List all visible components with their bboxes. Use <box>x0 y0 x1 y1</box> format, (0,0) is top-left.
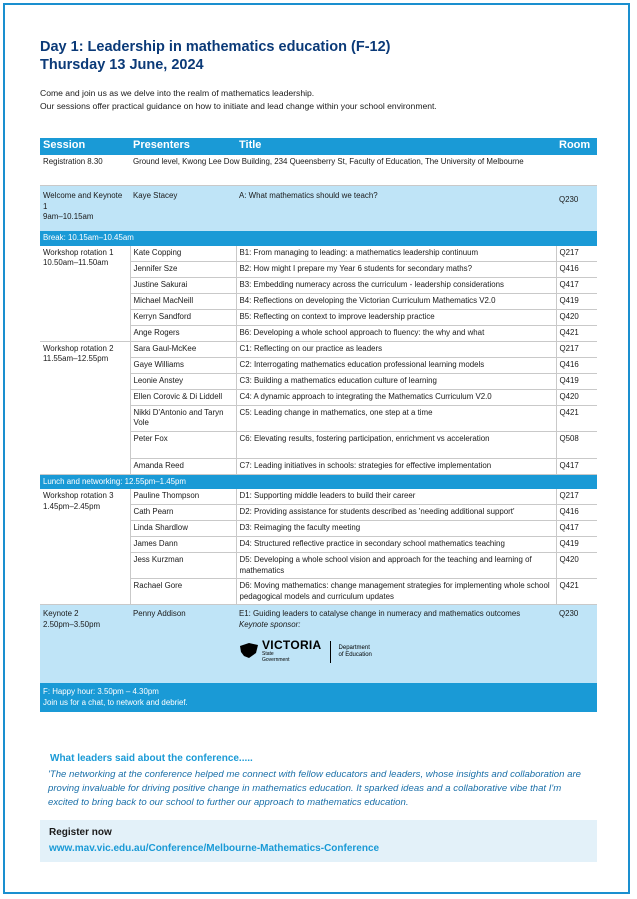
table-row <box>40 341 597 357</box>
intro-line-2: Our sessions offer practical guidance on how to initiate and lead change within your school environment. <box>40 101 437 111</box>
testimonial-heading: What leaders said about the conference..... <box>50 753 253 764</box>
room-cell: Q217 <box>556 341 597 357</box>
happy-hour-band <box>40 683 597 712</box>
presenter-cell: Linda Shardlow <box>130 521 236 537</box>
rotation1-session-label: Workshop rotation 1 <box>43 247 114 257</box>
rotation-3-group <box>40 489 597 605</box>
registration-row <box>40 155 597 186</box>
welcome-session-label: Welcome and Keynote 1 <box>43 191 123 211</box>
table-row <box>40 489 597 505</box>
presenter-cell: Kerryn Sandford <box>130 309 236 325</box>
header-title: Title <box>236 138 556 155</box>
welcome-presenter: Kaye Stacey <box>130 186 236 232</box>
presenter-cell: Ellen Corovic & Di Liddell <box>130 389 236 405</box>
victoria-map-icon <box>239 640 259 660</box>
keynote2-title: E1: Guiding leaders to catalyse change in numeracy and mathematics outcomes <box>239 609 521 618</box>
presenter-cell: Michael MacNeill <box>130 293 236 309</box>
welcome-title: A: What mathematics should we teach? <box>236 186 556 232</box>
room-cell: Q419 <box>556 293 597 309</box>
welcome-room: Q230 <box>556 186 597 232</box>
header-session: Session <box>40 138 130 155</box>
presenter-cell: Nikki D'Antonio and Taryn Vole <box>130 405 236 431</box>
rotation-2-group <box>40 341 597 474</box>
room-cell: Q217 <box>556 489 597 505</box>
header-presenters: Presenters <box>130 138 236 155</box>
room-cell: Q416 <box>556 357 597 373</box>
victoria-logo <box>239 640 322 664</box>
room-cell: Q417 <box>556 277 597 293</box>
title-cell: C3: Building a mathematics education culture of learning <box>236 373 556 389</box>
logo-divider <box>330 641 331 663</box>
keynote2-row <box>40 605 597 684</box>
title-cell: D2: Providing assistance for students described as 'needing additional support' <box>236 505 556 521</box>
intro-line-1: Come and join us as we delve into the realm of mathematics leadership. <box>40 88 315 98</box>
registration-session: Registration 8.30 <box>40 155 130 186</box>
title-cell: B6: Developing a whole school approach to fluency: the why and what <box>236 325 556 341</box>
presenter-cell: Gaye Williams <box>130 357 236 373</box>
title-cell: C5: Leading change in mathematics, one step at a time <box>236 405 556 431</box>
victoria-sub-2: Government <box>262 657 290 663</box>
lunch-label: Lunch and networking: 12.55pm–1.45pm <box>40 474 597 489</box>
rotation3-session <box>40 489 130 605</box>
presenter-cell: Leonie Anstey <box>130 373 236 389</box>
dept-label <box>339 645 372 659</box>
page-title <box>40 38 391 74</box>
rotation2-time: 11.55am–12.55pm <box>43 354 109 363</box>
room-cell: Q508 <box>556 431 597 458</box>
lunch-band <box>40 474 597 489</box>
title-cell: B3: Embedding numeracy across the curriculum - leadership considerations <box>236 277 556 293</box>
keynote2-presenter: Penny Addison <box>130 605 236 684</box>
title-cell: D1: Supporting middle leaders to build their career <box>236 489 556 505</box>
keynote-sponsor-label: Keynote sponsor: <box>239 619 301 629</box>
schedule-table <box>40 138 597 712</box>
title-cell: C7: Leading initiatives in schools: strategies for effective implementation <box>236 458 556 474</box>
title-cell: D3: Reimaging the faculty meeting <box>236 521 556 537</box>
title-cell: C1: Reflecting on our practice as leaders <box>236 341 556 357</box>
rotation3-time: 1.45pm–2.45pm <box>43 501 101 511</box>
room-cell: Q417 <box>556 521 597 537</box>
presenter-cell: Jennifer Sze <box>130 261 236 277</box>
room-cell: Q419 <box>556 373 597 389</box>
dept-line-2: of Education <box>338 651 372 658</box>
presenter-cell: Sara Gaul-McKee <box>130 341 236 357</box>
presenter-cell: Ange Rogers <box>130 325 236 341</box>
room-cell: Q420 <box>556 309 597 325</box>
register-box <box>40 820 597 862</box>
welcome-time: 9am–10.15am <box>43 212 94 221</box>
room-cell: Q421 <box>556 325 597 341</box>
room-cell: Q416 <box>556 505 597 521</box>
keynote2-room: Q230 <box>556 605 597 684</box>
keynote2-time: 2.50pm–3.50pm <box>43 619 101 629</box>
victoria-sub-1: State <box>262 650 274 657</box>
keynote2-title-cell <box>236 605 556 684</box>
break-band <box>40 231 597 246</box>
title-cell: B2: How might I prepare my Year 6 students for secondary maths? <box>236 261 556 277</box>
title-cell: B5: Reflecting on context to improve leadership practice <box>236 309 556 325</box>
rotation3-session-label: Workshop rotation 3 <box>43 491 114 500</box>
sponsor-logo <box>239 640 553 664</box>
register-link[interactable]: www.mav.vic.edu.au/Conference/Melbourne-Mathematics-Conference <box>49 843 380 854</box>
title-cell: B4: Reflections on developing the Victorian Curriculum Mathematics V2.0 <box>236 293 556 309</box>
title-line-2: Thursday 13 June, 2024 <box>40 57 204 73</box>
keynote2-session <box>40 605 130 684</box>
title-cell: C2: Interrogating mathematics education professional learning models <box>236 357 556 373</box>
presenter-cell: Kate Copping <box>130 246 236 262</box>
presenter-cell: Amanda Reed <box>130 458 236 474</box>
presenter-cell: Pauline Thompson <box>130 489 236 505</box>
testimonial-quote: 'The networking at the conference helped me connect with fellow educators and leaders, whose insights and collaboration are proving invaluable for driving positive change in mathematics education. It sparked ideas and a collaborative vibe that I'm excited to bring back to our school to further our approach to mathematics education. <box>48 769 582 808</box>
room-cell: Q421 <box>556 405 597 431</box>
dept-line-1: Department <box>338 644 370 651</box>
welcome-row <box>40 186 597 232</box>
presenter-cell: Justine Sakurai <box>130 277 236 293</box>
welcome-session <box>40 186 130 232</box>
intro-text <box>40 87 600 113</box>
rotation2-session-label: Workshop rotation 2 <box>43 343 114 353</box>
title-cell: D5: Developing a whole school vision and approach for the teaching and learning of mathematics <box>236 553 556 579</box>
title-cell: D6: Moving mathematics: change management strategies for implementing whole school pedagogical models and curriculum updates <box>236 579 556 605</box>
room-cell: Q420 <box>556 553 597 579</box>
title-cell: D4: Structured reflective practice in secondary school mathematics teaching <box>236 537 556 553</box>
table-header <box>40 138 597 155</box>
title-cell: B1: From managing to leading: a mathematics leadership continuum <box>236 246 556 262</box>
presenter-cell: Peter Fox <box>130 431 236 458</box>
keynote2-session-label: Keynote 2 <box>43 609 79 618</box>
presenter-cell: Cath Pearn <box>130 505 236 521</box>
register-heading: Register now <box>49 827 112 838</box>
title-cell: C4: A dynamic approach to integrating the Mathematics Curriculum V2.0 <box>236 389 556 405</box>
rotation1-session <box>40 246 130 342</box>
room-cell: Q419 <box>556 537 597 553</box>
room-cell: Q421 <box>556 579 597 605</box>
presenter-cell: Jess Kurzman <box>130 553 236 579</box>
presenter-cell: Rachael Gore <box>130 579 236 605</box>
victoria-wordmark: VICTORIA <box>262 638 322 652</box>
happy-hour-line-1: F: Happy hour: 3.50pm – 4.30pm <box>43 687 159 696</box>
room-cell: Q420 <box>556 389 597 405</box>
registration-details: Ground level, Kwong Lee Dow Building, 234 Queensberry St, Faculty of Education, The University of Melbourne <box>130 155 597 186</box>
room-cell: Q417 <box>556 458 597 474</box>
room-cell: Q217 <box>556 246 597 262</box>
title-cell: C6: Elevating results, fostering participation, enrichment vs acceleration <box>236 431 556 458</box>
happy-hour-line-2: Join us for a chat, to network and debrief. <box>43 697 188 707</box>
presenter-cell: James Dann <box>130 537 236 553</box>
table-row <box>40 246 597 262</box>
rotation1-time: 10.50am–11.50am <box>43 258 109 267</box>
title-line-1: Day 1: Leadership in mathematics education (F-12) <box>40 39 391 55</box>
happy-hour-cell <box>40 683 597 712</box>
break-label: Break: 10.15am–10.45am <box>40 231 597 246</box>
rotation2-session <box>40 341 130 474</box>
header-room: Room <box>556 138 597 155</box>
room-cell: Q416 <box>556 261 597 277</box>
rotation-1-group <box>40 246 597 342</box>
